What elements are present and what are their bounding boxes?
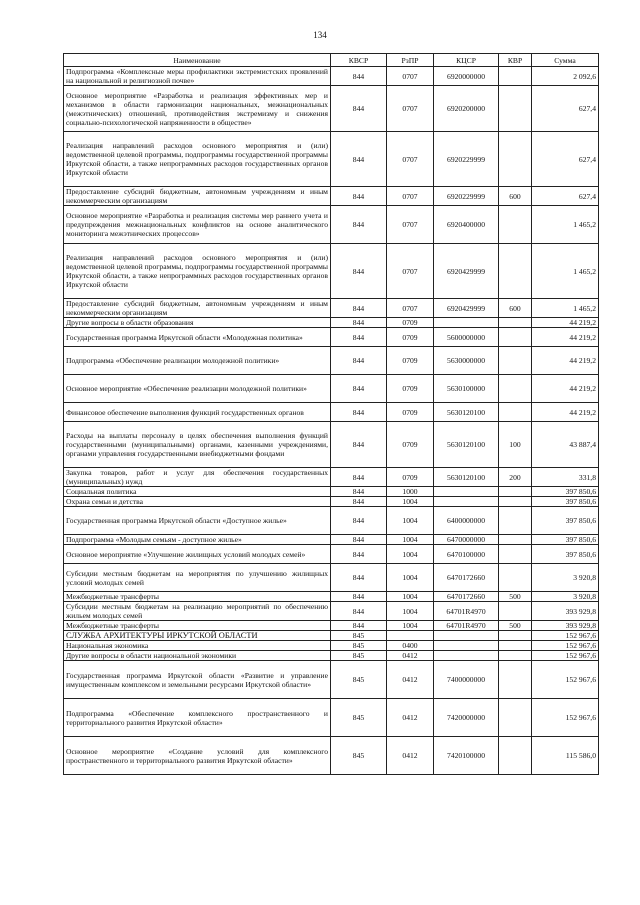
cell-kvsr: 844	[331, 507, 387, 535]
cell-kvsr: 844	[331, 564, 387, 592]
cell-kvr	[499, 545, 532, 564]
cell-kcsr: 64701R4970	[434, 602, 499, 621]
cell-kvsr: 844	[331, 602, 387, 621]
cell-rzpr: 0709	[387, 422, 434, 468]
table-row	[64, 132, 599, 187]
cell-rzpr: 0709	[387, 403, 434, 422]
header-sum: Сумма	[532, 54, 599, 67]
cell-kvr	[499, 375, 532, 403]
cell-kcsr	[434, 651, 499, 661]
cell-kvr	[499, 206, 532, 244]
cell-rzpr: 1000	[387, 487, 434, 497]
cell-rzpr: 1004	[387, 497, 434, 507]
cell-kvsr: 845	[331, 631, 387, 641]
table-row	[64, 497, 599, 507]
cell-kcsr: 6920000000	[434, 67, 499, 86]
cell-kvsr: 845	[331, 699, 387, 737]
header-kcsr: КЦСР	[434, 54, 499, 67]
cell-kvsr: 845	[331, 641, 387, 651]
table-row	[64, 67, 599, 86]
table-body	[64, 67, 599, 775]
cell-sum: 627,4	[532, 86, 599, 132]
cell-name: Основное мероприятие «Разработка и реализация эффективных мер и механизмов в области гармонизации национальных, межнациональных (межэтнических) отношений, противодействия экстремизму и снижения социально-психологической напряженности в обществе»	[64, 86, 331, 132]
cell-name: Основное мероприятие «Разработка и реализация системы мер раннего учета и предупреждения межнациональных конфликтов на основе аналитического мониторинга межэтнических процессов»	[64, 206, 331, 244]
cell-kcsr	[434, 497, 499, 507]
cell-kvsr: 844	[331, 422, 387, 468]
table-row	[64, 545, 599, 564]
cell-kvsr: 844	[331, 535, 387, 545]
cell-kvr	[499, 403, 532, 422]
table-row	[64, 535, 599, 545]
cell-sum: 152 967,6	[532, 651, 599, 661]
cell-kvr	[499, 602, 532, 621]
cell-kvsr: 844	[331, 621, 387, 631]
cell-rzpr: 0707	[387, 86, 434, 132]
cell-kvsr: 844	[331, 318, 387, 328]
cell-name: Подпрограмма «Комплексные меры профилактики экстремистских проявлений на национальной и религиозной почве»	[64, 67, 331, 86]
cell-sum: 152 967,6	[532, 661, 599, 699]
table-row	[64, 244, 599, 299]
cell-kvsr: 844	[331, 206, 387, 244]
cell-name: Государственная программа Иркутской области «Развитие и управление имущественным комплексом и земельными ресурсами Иркутской области»	[64, 661, 331, 699]
cell-name: Субсидии местным бюджетам на мероприятия по улучшению жилищных условий молодых семей	[64, 564, 331, 592]
table-row	[64, 347, 599, 375]
cell-kcsr: 6920229999	[434, 132, 499, 187]
cell-kcsr: 6920200000	[434, 86, 499, 132]
cell-name: Реализация направлений расходов основного мероприятия и (или) ведомственной целевой программы, подпрограммы государственной программы Иркутской области, а также непрограммных расходов государственных органов Иркутской области	[64, 132, 331, 187]
cell-rzpr: 0707	[387, 206, 434, 244]
cell-name: Субсидии местным бюджетам на реализацию мероприятий по обеспечению жильем молодых семей	[64, 602, 331, 621]
cell-kvr: 600	[499, 299, 532, 318]
table-row	[64, 699, 599, 737]
cell-kvsr: 844	[331, 545, 387, 564]
cell-sum: 397 850,6	[532, 545, 599, 564]
cell-name: СЛУЖБА АРХИТЕКТУРЫ ИРКУТСКОЙ ОБЛАСТИ	[64, 631, 331, 641]
cell-kcsr: 6400000000	[434, 507, 499, 535]
cell-kvr: 500	[499, 592, 532, 602]
cell-rzpr: 1004	[387, 602, 434, 621]
cell-kvr	[499, 497, 532, 507]
cell-sum: 1 465,2	[532, 244, 599, 299]
cell-sum: 152 967,6	[532, 699, 599, 737]
cell-name: Национальная экономика	[64, 641, 331, 651]
table-row	[64, 641, 599, 651]
cell-kcsr: 5630120100	[434, 468, 499, 487]
table-row	[64, 487, 599, 497]
cell-sum: 397 850,6	[532, 497, 599, 507]
table-row	[64, 187, 599, 206]
cell-rzpr: 0709	[387, 375, 434, 403]
cell-rzpr: 1004	[387, 535, 434, 545]
cell-sum: 152 967,6	[532, 631, 599, 641]
cell-sum: 397 850,6	[532, 487, 599, 497]
cell-kcsr	[434, 631, 499, 641]
cell-sum: 397 850,6	[532, 535, 599, 545]
cell-name: Основное мероприятие «Обеспечение реализации молодежной политики»	[64, 375, 331, 403]
cell-sum: 44 219,2	[532, 318, 599, 328]
cell-kvsr: 844	[331, 328, 387, 347]
table-row	[64, 328, 599, 347]
table-row	[64, 468, 599, 487]
cell-kvr	[499, 132, 532, 187]
cell-kvr	[499, 564, 532, 592]
cell-name: Государственная программа Иркутской области «Молодежная политика»	[64, 328, 331, 347]
cell-name: Подпрограмма «Обеспечение реализации молодежной политики»	[64, 347, 331, 375]
cell-kvsr: 844	[331, 592, 387, 602]
table-row	[64, 422, 599, 468]
cell-name: Подпрограмма «Обеспечение комплексного пространственного и территориального развития Иркутской области»	[64, 699, 331, 737]
cell-sum: 1 465,2	[532, 206, 599, 244]
header-name: Наименование	[64, 54, 331, 67]
cell-rzpr: 1004	[387, 592, 434, 602]
cell-kvr	[499, 651, 532, 661]
table-row	[64, 661, 599, 699]
cell-kvr: 500	[499, 621, 532, 631]
cell-rzpr: 0707	[387, 299, 434, 318]
cell-sum: 1 465,2	[532, 299, 599, 318]
cell-kvsr: 844	[331, 244, 387, 299]
cell-kcsr	[434, 641, 499, 651]
cell-name: Межбюджетные трансферты	[64, 592, 331, 602]
cell-sum: 43 887,4	[532, 422, 599, 468]
table-row	[64, 375, 599, 403]
cell-kvsr: 844	[331, 347, 387, 375]
cell-kcsr: 5630000000	[434, 347, 499, 375]
table-header	[64, 54, 599, 67]
table-row	[64, 564, 599, 592]
table-row	[64, 403, 599, 422]
cell-kvr: 200	[499, 468, 532, 487]
cell-kvr	[499, 641, 532, 651]
cell-kvr	[499, 86, 532, 132]
cell-rzpr: 0707	[387, 132, 434, 187]
cell-sum: 44 219,2	[532, 375, 599, 403]
cell-kcsr: 6470172660	[434, 592, 499, 602]
cell-kvr: 100	[499, 422, 532, 468]
cell-kcsr: 6920429999	[434, 299, 499, 318]
cell-name: Основное мероприятие «Создание условий для комплексного пространственного и территориального развития Иркутской области»	[64, 737, 331, 775]
cell-sum: 152 967,6	[532, 641, 599, 651]
cell-sum: 627,4	[532, 187, 599, 206]
table-row	[64, 631, 599, 641]
cell-rzpr: 0709	[387, 328, 434, 347]
cell-kvr	[499, 507, 532, 535]
cell-kvr	[499, 699, 532, 737]
cell-name: Подпрограмма «Молодым семьям - доступное жилье»	[64, 535, 331, 545]
cell-kvr	[499, 631, 532, 641]
cell-kvr	[499, 347, 532, 375]
cell-sum: 44 219,2	[532, 328, 599, 347]
cell-name: Другие вопросы в области национальной экономики	[64, 651, 331, 661]
cell-sum: 393 929,8	[532, 621, 599, 631]
cell-name: Межбюджетные трансферты	[64, 621, 331, 631]
cell-kvr	[499, 535, 532, 545]
cell-kvsr: 844	[331, 187, 387, 206]
cell-sum: 2 092,6	[532, 67, 599, 86]
cell-kvsr: 844	[331, 468, 387, 487]
cell-rzpr: 0412	[387, 699, 434, 737]
cell-name: Предоставление субсидий бюджетным, автономным учреждениям и иным некоммерческим организациям	[64, 187, 331, 206]
cell-sum: 393 929,8	[532, 602, 599, 621]
cell-name: Социальная политика	[64, 487, 331, 497]
header-kvr: КВР	[499, 54, 532, 67]
cell-sum: 627,4	[532, 132, 599, 187]
cell-name: Расходы на выплаты персоналу в целях обеспечения выполнения функций государственными (муниципальными) органами, казенными учреждениями, органами управления государственными внебюджетными фондами	[64, 422, 331, 468]
cell-kvsr: 845	[331, 651, 387, 661]
cell-kvsr: 844	[331, 403, 387, 422]
cell-name: Финансовое обеспечение выполнения функций государственных органов	[64, 403, 331, 422]
cell-kcsr: 6470172660	[434, 564, 499, 592]
table-row	[64, 299, 599, 318]
cell-kvr	[499, 318, 532, 328]
cell-kcsr	[434, 487, 499, 497]
cell-kcsr: 6470000000	[434, 535, 499, 545]
table-row	[64, 651, 599, 661]
cell-rzpr: 1004	[387, 545, 434, 564]
cell-kvsr: 844	[331, 132, 387, 187]
cell-kcsr: 7420100000	[434, 737, 499, 775]
cell-kvsr: 844	[331, 86, 387, 132]
cell-kvr	[499, 661, 532, 699]
table-row	[64, 602, 599, 621]
cell-kvr	[499, 487, 532, 497]
page-number: 134	[313, 30, 327, 40]
cell-sum: 115 586,0	[532, 737, 599, 775]
cell-kcsr: 5630100000	[434, 375, 499, 403]
cell-rzpr: 1004	[387, 621, 434, 631]
budget-table	[63, 53, 599, 775]
cell-rzpr: 0412	[387, 651, 434, 661]
cell-kvr	[499, 244, 532, 299]
cell-kcsr: 6920400000	[434, 206, 499, 244]
cell-kvr	[499, 328, 532, 347]
cell-rzpr: 0400	[387, 641, 434, 651]
cell-kvr: 600	[499, 187, 532, 206]
cell-rzpr: 1004	[387, 564, 434, 592]
cell-name: Основное мероприятие «Улучшение жилищных условий молодых семей»	[64, 545, 331, 564]
cell-kcsr: 5630120100	[434, 403, 499, 422]
table-row	[64, 318, 599, 328]
cell-kvsr: 844	[331, 375, 387, 403]
cell-rzpr: 0707	[387, 187, 434, 206]
cell-sum: 44 219,2	[532, 403, 599, 422]
cell-name: Охрана семьи и детства	[64, 497, 331, 507]
header-rzpr: РзПР	[387, 54, 434, 67]
cell-kvr	[499, 67, 532, 86]
cell-rzpr: 0707	[387, 67, 434, 86]
cell-kcsr: 64701R4970	[434, 621, 499, 631]
cell-rzpr	[387, 631, 434, 641]
cell-kvsr: 844	[331, 497, 387, 507]
table-row	[64, 507, 599, 535]
cell-kvsr: 844	[331, 67, 387, 86]
table-row	[64, 592, 599, 602]
cell-kvsr: 844	[331, 299, 387, 318]
cell-kcsr: 7420000000	[434, 699, 499, 737]
cell-sum: 44 219,2	[532, 347, 599, 375]
cell-kvsr: 844	[331, 487, 387, 497]
table-row	[64, 737, 599, 775]
cell-rzpr: 1004	[387, 507, 434, 535]
cell-kvr	[499, 737, 532, 775]
cell-name: Реализация направлений расходов основного мероприятия и (или) ведомственной целевой программы, подпрограммы государственной программы Иркутской области, а также непрограммных расходов государственных органов Иркутской области	[64, 244, 331, 299]
cell-rzpr: 0709	[387, 318, 434, 328]
cell-sum: 3 920,8	[532, 592, 599, 602]
cell-kvsr: 845	[331, 737, 387, 775]
table-row	[64, 206, 599, 244]
cell-kcsr	[434, 318, 499, 328]
cell-name: Другие вопросы в области образования	[64, 318, 331, 328]
cell-kcsr: 7400000000	[434, 661, 499, 699]
cell-kcsr: 6470100000	[434, 545, 499, 564]
table-row	[64, 621, 599, 631]
cell-rzpr: 0709	[387, 347, 434, 375]
cell-rzpr: 0709	[387, 468, 434, 487]
header-kvsr: КВСР	[331, 54, 387, 67]
cell-kvsr: 845	[331, 661, 387, 699]
cell-name: Предоставление субсидий бюджетным, автономным учреждениям и иным некоммерческим организациям	[64, 299, 331, 318]
cell-sum: 331,8	[532, 468, 599, 487]
cell-kcsr: 5600000000	[434, 328, 499, 347]
cell-kcsr: 6920429999	[434, 244, 499, 299]
cell-kcsr: 6920229999	[434, 187, 499, 206]
cell-sum: 397 850,6	[532, 507, 599, 535]
cell-name: Закупка товаров, работ и услуг для обеспечения государственных (муниципальных) нужд	[64, 468, 331, 487]
cell-kcsr: 5630120100	[434, 422, 499, 468]
cell-rzpr: 0412	[387, 737, 434, 775]
cell-rzpr: 0412	[387, 661, 434, 699]
cell-rzpr: 0707	[387, 244, 434, 299]
cell-name: Государственная программа Иркутской области «Доступное жилье»	[64, 507, 331, 535]
cell-sum: 3 920,8	[532, 564, 599, 592]
table-row	[64, 86, 599, 132]
